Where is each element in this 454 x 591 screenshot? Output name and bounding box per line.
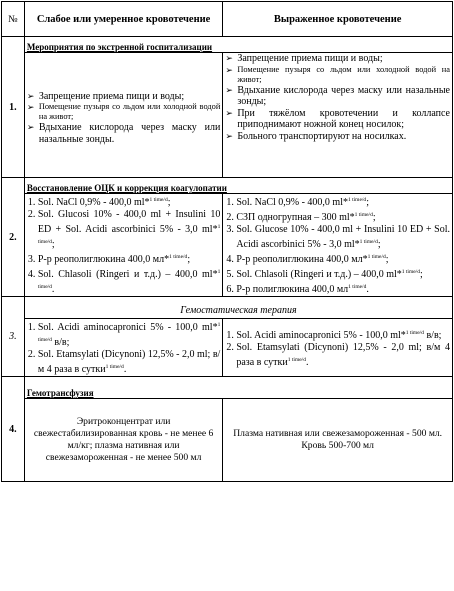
item-text: Р-р полиглюкина 400,0 мл — [236, 284, 349, 295]
severe-cell-4: Плазма нативная или свежезамороженная - 500 мл. Кровь 500-700 мл — [223, 399, 453, 482]
item-superscript: 1 time/d — [405, 329, 424, 336]
item-text: Sol. Etamsylati (Dicynoni) 12,5% - 2,0 ml; в/м 4 раза в сутки — [37, 349, 221, 375]
row-number-2: 2. — [2, 178, 25, 297]
list-item: ➢ Запрещение приема пищи и воды; — [27, 91, 220, 103]
list-item — [236, 209, 450, 224]
row-number-1: 1. — [2, 37, 25, 178]
item-superscript: 1 time/d — [359, 239, 378, 245]
mild-list-2 — [27, 194, 220, 296]
list-item: ➢ Помещение пузыря со льдом или холодной водой на живот; — [225, 65, 450, 85]
severe-cell-3 — [223, 319, 453, 377]
severe-list-3 — [225, 327, 450, 369]
list-item — [236, 281, 450, 296]
severe-list-1 — [225, 53, 450, 142]
content-row-3 — [2, 319, 453, 377]
list-item — [236, 266, 450, 281]
list-item — [38, 266, 220, 296]
item-tail: . — [366, 284, 369, 295]
row-number-3: 3. — [2, 297, 25, 377]
list-item — [38, 209, 220, 251]
item-tail: ; — [51, 239, 55, 250]
mild-cell-2 — [24, 194, 222, 297]
item-superscript: 1 time/d — [37, 224, 221, 245]
item-tail: в/в; — [423, 329, 442, 341]
content-row-4 — [2, 399, 453, 482]
section-row-3 — [2, 297, 453, 319]
item-text: Р-р реополиглюкина 400,0 мл* — [236, 254, 368, 265]
item-superscript: 1 time/d — [401, 269, 420, 275]
item-superscript: 1 time/d — [287, 356, 306, 363]
item-text: СЗП одногрупная – 300 ml* — [236, 212, 355, 223]
item-superscript: 1 time/d — [105, 364, 124, 370]
treatment-table — [1, 1, 453, 482]
mild-cell-1 — [24, 53, 222, 178]
row-number-4: 4. — [2, 377, 25, 482]
item-tail: ; — [187, 254, 191, 265]
list-item — [38, 319, 220, 349]
item-text: Sol. Glucose 10% - 400,0 ml + Insulini 10 ED + Sol. Acidi ascorbinici 5% - 3,0 ml* — [236, 224, 450, 250]
item-superscript: 1 time/d — [169, 254, 188, 260]
severe-cell-1 — [223, 53, 453, 178]
item-text: Sol. NaCl 0,9% - 400,0 ml* — [37, 197, 150, 208]
header-row — [2, 2, 453, 37]
section-row-2 — [2, 178, 453, 194]
section-title-2: Восстановление ОЦК и коррекция коагулопатии — [24, 178, 452, 194]
item-text: Sol. Acidi aminocapronici 5% - 100,0 ml* — [236, 329, 406, 341]
section-title-4: Гемотрансфузия — [24, 377, 452, 399]
list-item: ➢ Запрещение приема пищи и воды; — [225, 53, 450, 65]
item-tail: . — [51, 284, 55, 295]
mild-cell-4: Эритроконцентрат или свежестабилизированная кровь - не менее 6 мл/кг; плазма нативная или свежезамороженная - не менее 500 мл — [24, 399, 222, 482]
list-item — [236, 194, 450, 209]
item-superscript: 1 time/d — [149, 197, 168, 203]
item-text: Sol. Etamsylati (Dicynoni) 12,5% - 2,0 ml; в/м 4 раза в сутки — [236, 341, 450, 368]
item-text: Sol. NaCl 0,9% - 400,0 ml* — [236, 197, 348, 208]
item-superscript: 1 time/d — [354, 212, 373, 218]
item-text: Sol. Chlasoli (Ringeri и т.д.) – 400,0 ml* — [236, 269, 402, 280]
list-item — [236, 224, 450, 251]
list-item — [236, 342, 450, 369]
section-title-1: Мероприятия по экстренной госпитализации — [24, 37, 452, 53]
item-tail: ; — [385, 254, 389, 265]
section-row-1 — [2, 37, 453, 53]
item-tail: в/в; — [51, 337, 70, 348]
list-item: ➢ Вдыхание кислорода через маску или назальные зонды; — [225, 85, 450, 108]
item-tail: . — [305, 356, 309, 368]
mild-list-1 — [27, 91, 220, 146]
item-tail: ; — [366, 197, 369, 208]
content-row-2 — [2, 194, 453, 297]
item-tail: ; — [167, 197, 171, 208]
content-row-1 — [2, 53, 453, 178]
item-text: Р-р реополиглюкина 400,0 мл* — [37, 254, 170, 265]
list-item: ➢ Помещение пузыря со льдом или холодной водой на живот; — [27, 102, 220, 122]
section-row-4 — [2, 377, 453, 399]
list-item: ➢ Вдыхание кислорода через маску или назальные зонды. — [27, 122, 220, 145]
severe-cell-2 — [223, 194, 453, 297]
list-item — [38, 349, 220, 376]
section-title-3: Гемостатическая терапия — [24, 297, 452, 319]
mild-list-3 — [27, 319, 220, 376]
item-superscript: 1 time/d — [348, 284, 367, 290]
list-item — [38, 251, 220, 266]
item-superscript: 1 time/d — [367, 254, 386, 260]
mild-cell-3 — [24, 319, 222, 377]
header-number: № — [2, 2, 25, 37]
item-superscript: 1 time/d — [37, 322, 221, 343]
item-tail: . — [123, 364, 127, 375]
item-tail: ; — [419, 269, 423, 280]
item-text: Sol. Glucosi 10% - 400,0 ml + Insulini 10 ED + Sol. Acidi ascorbinici 5% - 3,0 ml* — [37, 209, 221, 235]
header-severe: Выраженное кровотечение — [223, 2, 453, 37]
severe-list-2 — [225, 194, 450, 296]
item-text: Sol. Acidi aminocapronici 5% - 100,0 ml* — [37, 322, 218, 333]
list-item — [38, 194, 220, 209]
item-tail: ; — [372, 212, 376, 223]
header-mild: Слабое или умеренное кровотечение — [24, 2, 222, 37]
list-item: ➢ Больного транспортируют на носилках. — [225, 131, 450, 143]
item-superscript: 1 time/d — [348, 197, 367, 203]
item-tail: ; — [377, 239, 381, 250]
list-item — [236, 251, 450, 266]
item-text: Sol. Chlasoli (Ringeri и т.д.) – 400,0 ml* — [37, 269, 218, 280]
item-superscript: 1 time/d — [37, 269, 221, 290]
list-item: ➢ При тяжёлом кровотечении и коллапсе приподнимают ножной конец носилок; — [225, 108, 450, 131]
list-item — [236, 327, 450, 342]
